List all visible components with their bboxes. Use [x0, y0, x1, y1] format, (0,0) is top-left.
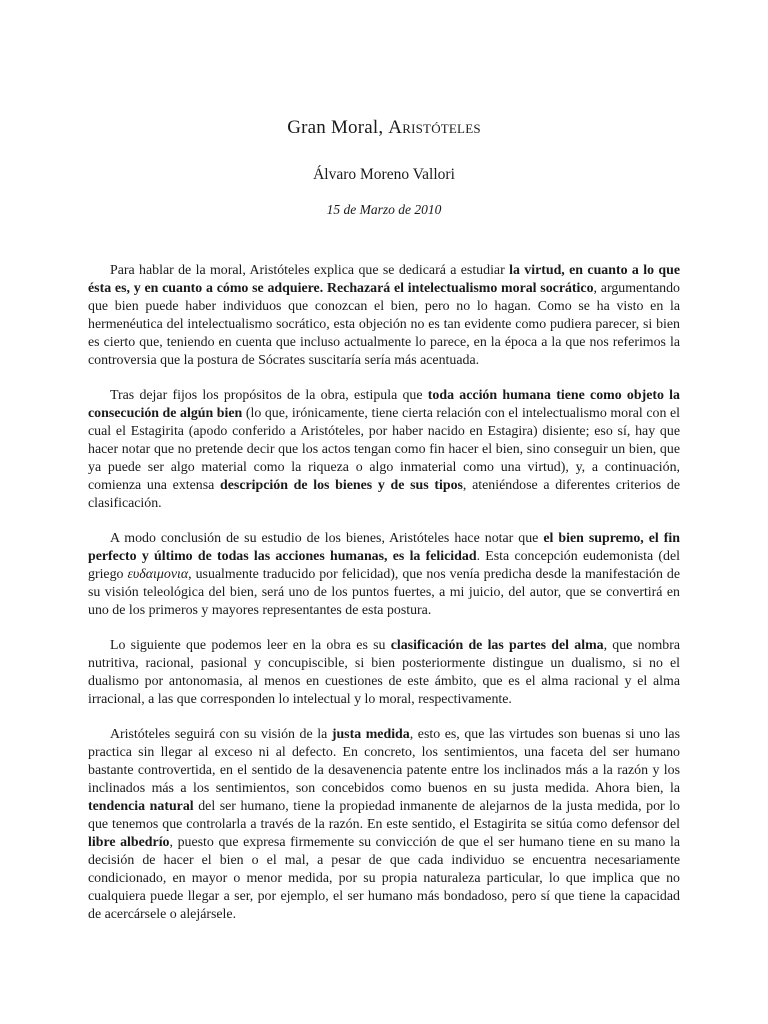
title-work: Gran Moral,	[287, 117, 389, 138]
paragraph	[88, 637, 680, 709]
bold-text: justa medida	[331, 727, 410, 742]
bold-text: toda acción humana tiene como objeto la consecución de algún bien	[88, 388, 680, 421]
paragraph-text: . Esta concepción eudemonista (del griego	[88, 549, 680, 582]
bold-text: el bien supremo, el fin perfecto y último de todas las acciones humanas, es la felicidad	[88, 531, 680, 564]
paragraph-text: A modo conclusión de su estudio de los bienes, Aristóteles hace notar que	[110, 531, 544, 546]
document-date: 15 de Marzo de 2010	[326, 202, 442, 217]
paragraph-text: Aristóteles seguirá con su visión de la	[110, 727, 332, 742]
bold-text: tendencia natural	[88, 799, 194, 814]
paragraph	[88, 262, 680, 370]
paragraph-text: , argumentando que bien puede haber individuos que conozcan el bien, pero no lo hagan. Como se ha visto en la hermenéutica del intelectualismo socrático, esta objeción no es tan evidente como pudiera parecer, si bien es cierto que, teniendo en cuenta que incluso actualmente lo parece, en la época a la que nos referimos la controversia que la postura de Sócrates suscitaría sería más acentuada.	[88, 281, 680, 368]
paragraph	[88, 726, 680, 924]
paragraph-text: , puesto que expresa firmemente su convicción de que el ser humano tiene en su mano la decisión de hacer el bien o el mal, a pesar de que cada individuo se encuentra necesariamente condicionado, en mayor o menor medida, por su propia naturaleza particular, lo que implica que no cualquiera puede llegar a ser, por ejemplo, el ser humano más bondadoso, pero sí que tiene la capacidad de acercársele o alejársele.	[88, 835, 680, 922]
paragraph-text: , que nombra nutritiva, racional, pasional y concupiscible, si bien posteriormente distingue un dualismo, si no el dualismo por antonomasia, al menos en cuestiones de este ámbito, que es el alma racional y el alma irracional, a las que corresponden lo intelectual y lo moral, respectivamente.	[88, 638, 681, 707]
document-author: Álvaro Moreno Vallori	[313, 166, 455, 183]
paragraph	[88, 530, 680, 620]
bold-text: clasificación de las partes del alma	[390, 638, 604, 653]
paragraph-text: , usualmente traducido por felicidad), que nos venía predicha desde la manifestación de su visión teleológica del bien, será uno de los puntos fuertes, a mi juicio, del autor, que se convertirá en uno de los primeros y mayores representantes de esta postura.	[88, 567, 680, 618]
paragraph-text: Tras dejar fijos los propósitos de la obra, estipula que	[110, 388, 428, 403]
paragraph-text: Lo siguiente que podemos leer en la obra es su	[110, 638, 391, 653]
italic-text: ευδαιμονια	[127, 567, 189, 582]
paragraph-text: , ateniéndose a diferentes criterios de clasificación.	[88, 478, 681, 511]
title-author: Aristóteles	[388, 117, 481, 138]
paragraph-text: del ser humano, tiene la propiedad inmanente de alejarnos de la justa medida, por lo que tenemos que controlarla a través de la razón. En este sentido, el Estagirita se sitúa como defensor del	[88, 799, 680, 832]
bold-text: descripción de los bienes y de sus tipos	[220, 478, 463, 493]
document-title	[0, 117, 768, 139]
paragraph-text: , esto es, que las virtudes son buenas si uno las practica sin llegar al exceso ni al defecto. En concreto, los sentimientos, una faceta del ser humano bastante controvertida, en el sentido de la desavenencia patente entre los inclinados más a la razón y los inclinados más a los sentimientos, son concebidos como buenos en su justa medida. Ahora bien, la	[88, 727, 681, 796]
bold-text: la virtud, en cuanto a lo que ésta es, y en cuanto a cómo se adquiere. Rechazará el intelectualismo moral socrático	[88, 263, 680, 296]
paragraph	[88, 387, 680, 513]
bold-text: libre albedrío	[88, 835, 170, 850]
paragraph-text: (lo que, irónicamente, tiene cierta relación con el intelectualismo moral con el cual el Estagirita (apodo conferido a Aristóteles, por haber nacido en Estagira) disiente; eso sí, hay que hacer notar que no pretende decir que los actos tengan como fin hacer el bien, sino conseguir un bien, que ya puede ser algo material como la riqueza o algo inmaterial como una virtud), y, a continuación, comienza una extensa	[88, 406, 680, 493]
document-body	[88, 262, 680, 941]
paragraph-text: Para hablar de la moral, Aristóteles explica que se dedicará a estudiar	[110, 263, 510, 278]
